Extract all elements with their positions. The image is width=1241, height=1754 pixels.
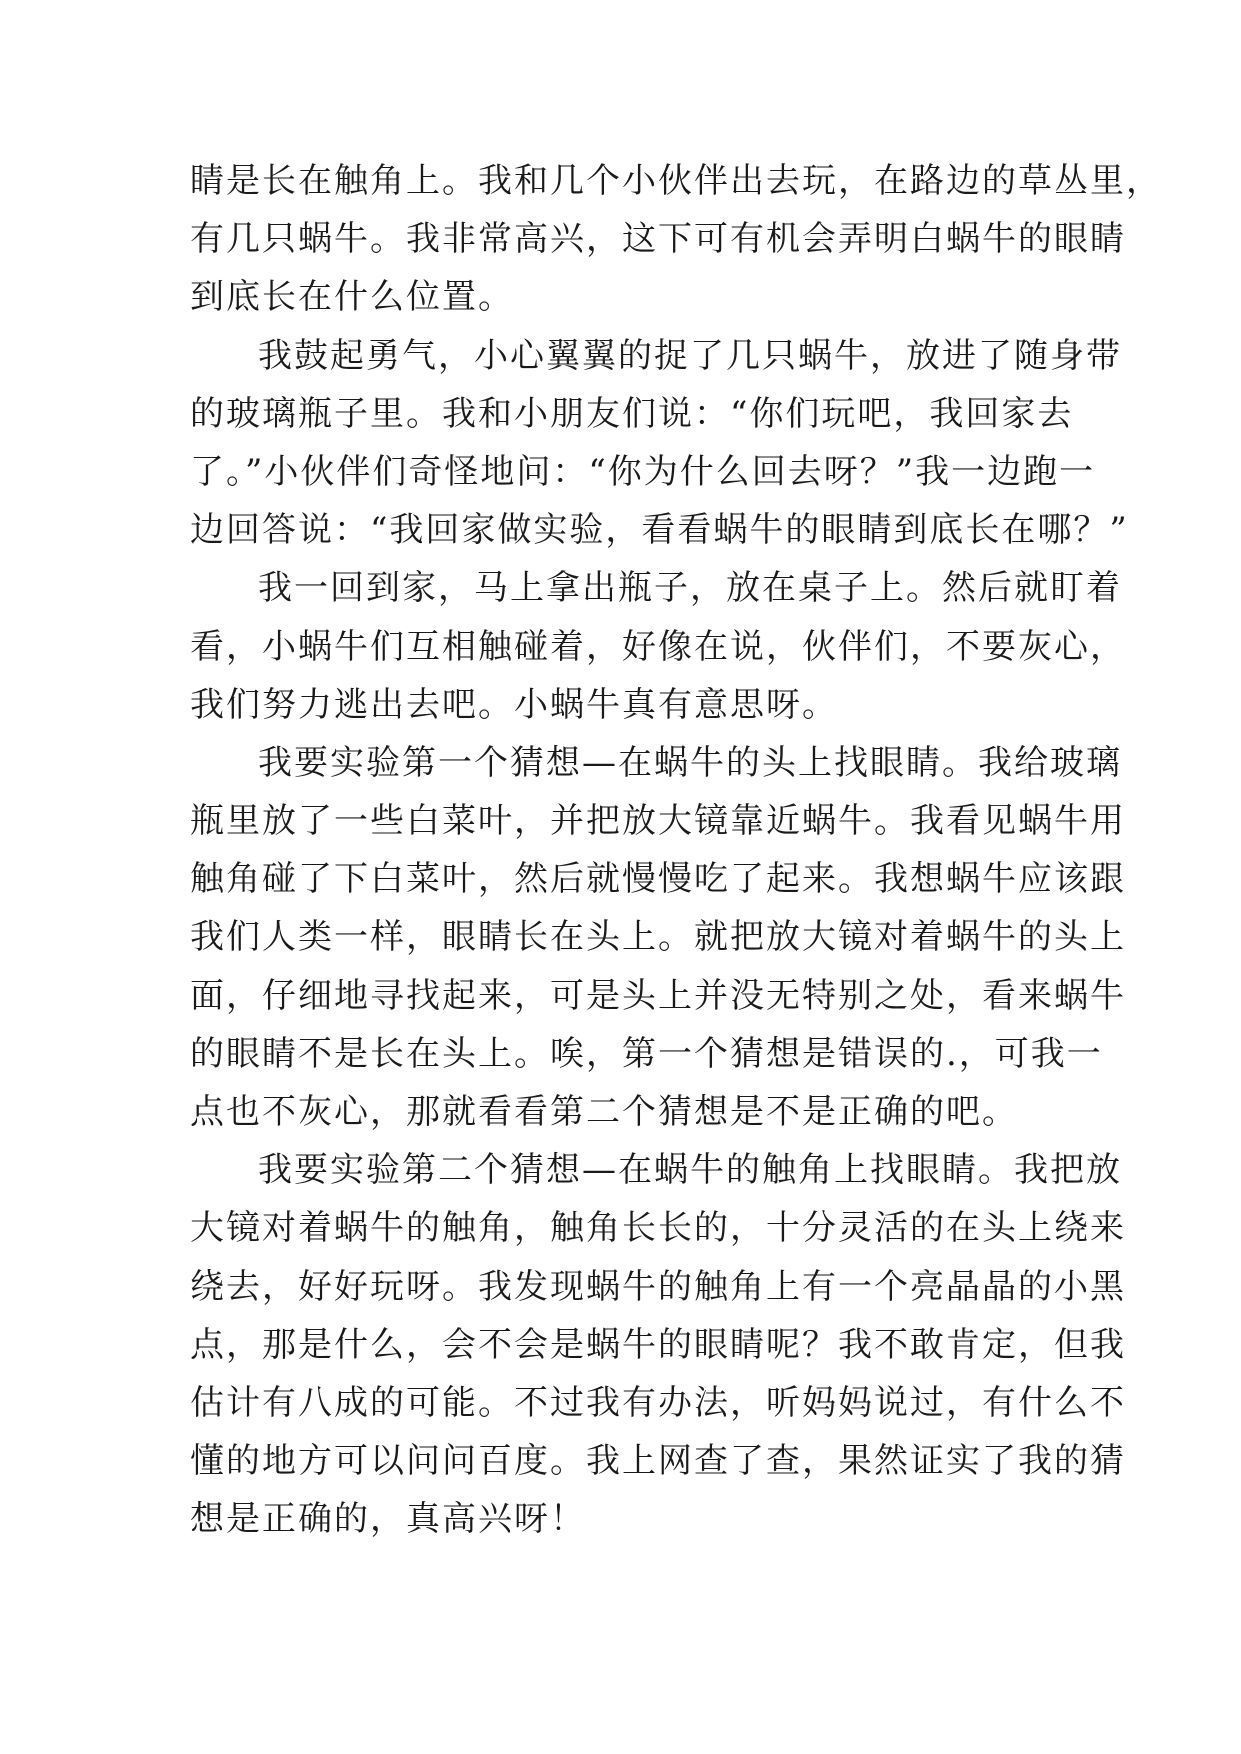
text-line: 我要实验第二个猜想—在蜗牛的触角上找眼睛。我把放 [258, 1150, 1122, 1191]
text-line: 懂的地方可以问问百度。我上网查了查，果然证实了我的猜 [190, 1441, 1126, 1482]
text-line: 点，那是什么，会不会是蜗牛的眼睛呢？我不敢肯定，但我 [190, 1324, 1126, 1365]
text-line: 有几只蜗牛。我非常高兴，这下可有机会弄明白蜗牛的眼睛 [190, 219, 1126, 260]
text-line: 的玻璃瓶子里。我和小朋友们说：“你们玩吧，我回家去 [190, 393, 1074, 434]
text-line: 睛是长在触角上。我和几个小伙伴出去玩，在路边的草丛里， [190, 161, 1162, 201]
text-line: 我们人类一样，眼睛长在头上。就把放大镜对着蜗牛的头上 [190, 917, 1126, 958]
text-line: 我要实验第一个猜想—在蜗牛的头上找眼睛。我给玻璃 [258, 742, 1122, 783]
text-line: 看，小蜗牛们互相触碰着，好像在说，伙伴们，不要灰心， [190, 626, 1126, 667]
text-line: 触角碰了下白菜叶，然后就慢慢吃了起来。我想蜗牛应该跟 [190, 859, 1126, 900]
text-line: 我们努力逃出去吧。小蜗牛真有意思呀。 [190, 684, 838, 725]
text-line: 边回答说：“我回家做实验，看看蜗牛的眼睛到底长在哪？” [190, 510, 1129, 551]
text-line: 估计有八成的可能。不过我有办法，听妈妈说过，有什么不 [190, 1382, 1126, 1423]
text-line: 面，仔细地寻找起来，可是头上并没无特别之处，看来蜗牛 [190, 975, 1126, 1016]
text-line: 我鼓起勇气，小心翼翼的捉了几只蜗牛，放进了随身带 [258, 335, 1122, 376]
text-line: 了。”小伙伴们奇怪地问：“你为什么回去呀？”我一边跑一 [190, 451, 1096, 492]
text-line: 想是正确的，真高兴呀！ [190, 1499, 586, 1540]
body-text [190, 152, 1162, 1549]
text-line: 大镜对着蜗牛的触角，触角长长的，十分灵活的在头上绕来 [190, 1208, 1126, 1249]
text-line: 我一回到家，马上拿出瓶子，放在桌子上。然后就盯着 [258, 568, 1122, 609]
text-line: 瓶里放了一些白菜叶，并把放大镜靠近蜗牛。我看见蜗牛用 [190, 801, 1126, 842]
text-line: 绕去，好好玩呀。我发现蜗牛的触角上有一个亮晶晶的小黑 [190, 1266, 1126, 1307]
text-line: 点也不灰心，那就看看第二个猜想是不是正确的吧。 [190, 1092, 1018, 1132]
text-line: 到底长在什么位置。 [190, 277, 514, 318]
text-line: 的眼睛不是长在头上。唉，第一个猜想是错误的.，可我一 [190, 1033, 1103, 1074]
